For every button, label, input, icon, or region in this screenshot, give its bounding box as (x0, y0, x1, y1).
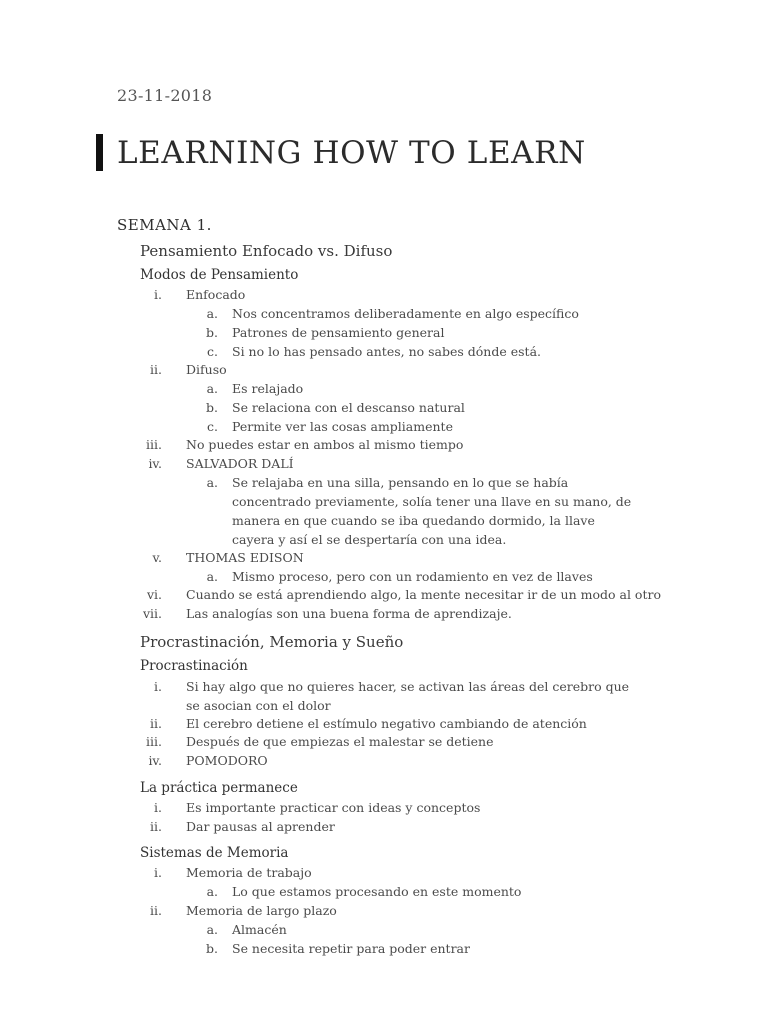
list-marker: iv. (148, 753, 162, 768)
list-text: Memoria de largo plazo (186, 903, 337, 918)
week-heading: SEMANA 1. (117, 216, 212, 234)
list-text: Es importante practicar con ideas y conceptos (186, 800, 481, 815)
list-text: No puedes estar en ambos al mismo tiempo (186, 437, 464, 452)
list-text: Se relaciona con el descanso natural (232, 400, 465, 415)
list-marker: iii. (146, 437, 162, 452)
list-text: Permite ver las cosas ampliamente (232, 419, 453, 434)
list-marker: i. (154, 865, 162, 880)
list-marker: b. (206, 941, 218, 956)
list-text: Es relajado (232, 381, 304, 396)
list-marker: ii. (150, 819, 162, 834)
list-text: Nos concentramos deliberadamente en algo específico (232, 306, 579, 321)
list-text: Dar pausas al aprender (186, 819, 335, 834)
list-text: Memoria de trabajo (186, 865, 312, 880)
list-item (0, 677, 768, 715)
subheading-practice: La práctica permanece (140, 780, 298, 796)
list-text: Lo que estamos procesando en este momento (232, 884, 522, 899)
subheading-memory-systems: Sistemas de Memoria (140, 845, 289, 861)
list-marker: iv. (148, 456, 162, 471)
list-text: Después de que empiezas el malestar se detiene (186, 734, 494, 749)
list-text: Se relajaba en una silla, pensando en lo que se había concentrado previamente, solía tener una llave en su mano, de manera en que cuando se iba quedando dormido, la llave cayera y así el se despertaría con una idea. (232, 475, 632, 547)
list-text: Si hay algo que no quieres hacer, se activan las áreas del cerebro que se asocian con el dolor (186, 679, 630, 713)
list-marker: i. (154, 679, 162, 694)
list-text: Mismo proceso, pero con un rodamiento en vez de llaves (232, 569, 593, 584)
list-marker: a. (206, 569, 218, 584)
list-text: Almacén (232, 922, 287, 937)
list-marker: ii. (150, 903, 162, 918)
list-text: Si no lo has pensado antes, no sabes dónde está. (232, 344, 541, 359)
list-text: El cerebro detiene el estímulo negativo cambiando de atención (186, 716, 587, 731)
list-text: POMODORO (186, 753, 268, 768)
list-marker: v. (152, 550, 162, 565)
list-marker: i. (154, 800, 162, 815)
list-subitem (0, 473, 768, 549)
list-text: Las analogías son una buena forma de aprendizaje. (186, 606, 512, 621)
list-text: Enfocado (186, 287, 246, 302)
document-date: 23-11-2018 (117, 86, 213, 105)
list-text: THOMAS EDISON (186, 550, 304, 565)
subheading-procrastination: Procrastinación (140, 658, 248, 674)
list-marker: a. (206, 884, 218, 899)
section-heading-focused-diffuse: Pensamiento Enfocado vs. Difuso (140, 242, 393, 260)
title-accent-bar (96, 134, 103, 171)
list-text: Difuso (186, 362, 227, 377)
document-title: LEARNING HOW TO LEARN (117, 135, 586, 171)
list-marker: ii. (150, 716, 162, 731)
section-heading-procrastination-memory-sleep: Procrastinación, Memoria y Sueño (140, 633, 404, 651)
subheading-thinking-modes: Modos de Pensamiento (140, 267, 299, 283)
list-marker: a. (206, 381, 218, 396)
list-marker: a. (206, 922, 218, 937)
list-marker: c. (207, 344, 218, 359)
list-text: Se necesita repetir para poder entrar (232, 941, 470, 956)
list-marker: a. (206, 475, 218, 490)
list-marker: ii. (150, 362, 162, 377)
list-marker: b. (206, 400, 218, 415)
list-marker: i. (154, 287, 162, 302)
list-text: Patrones de pensamiento general (232, 325, 445, 340)
list-marker: a. (206, 306, 218, 321)
list-marker: b. (206, 325, 218, 340)
list-marker: iii. (146, 734, 162, 749)
list-marker: c. (207, 419, 218, 434)
list-text: Cuando se está aprendiendo algo, la mente necesitar ir de un modo al otro (186, 587, 661, 602)
list-text: SALVADOR DALÍ (186, 456, 294, 471)
list-marker: vii. (142, 606, 162, 621)
list-marker: vi. (146, 587, 162, 602)
